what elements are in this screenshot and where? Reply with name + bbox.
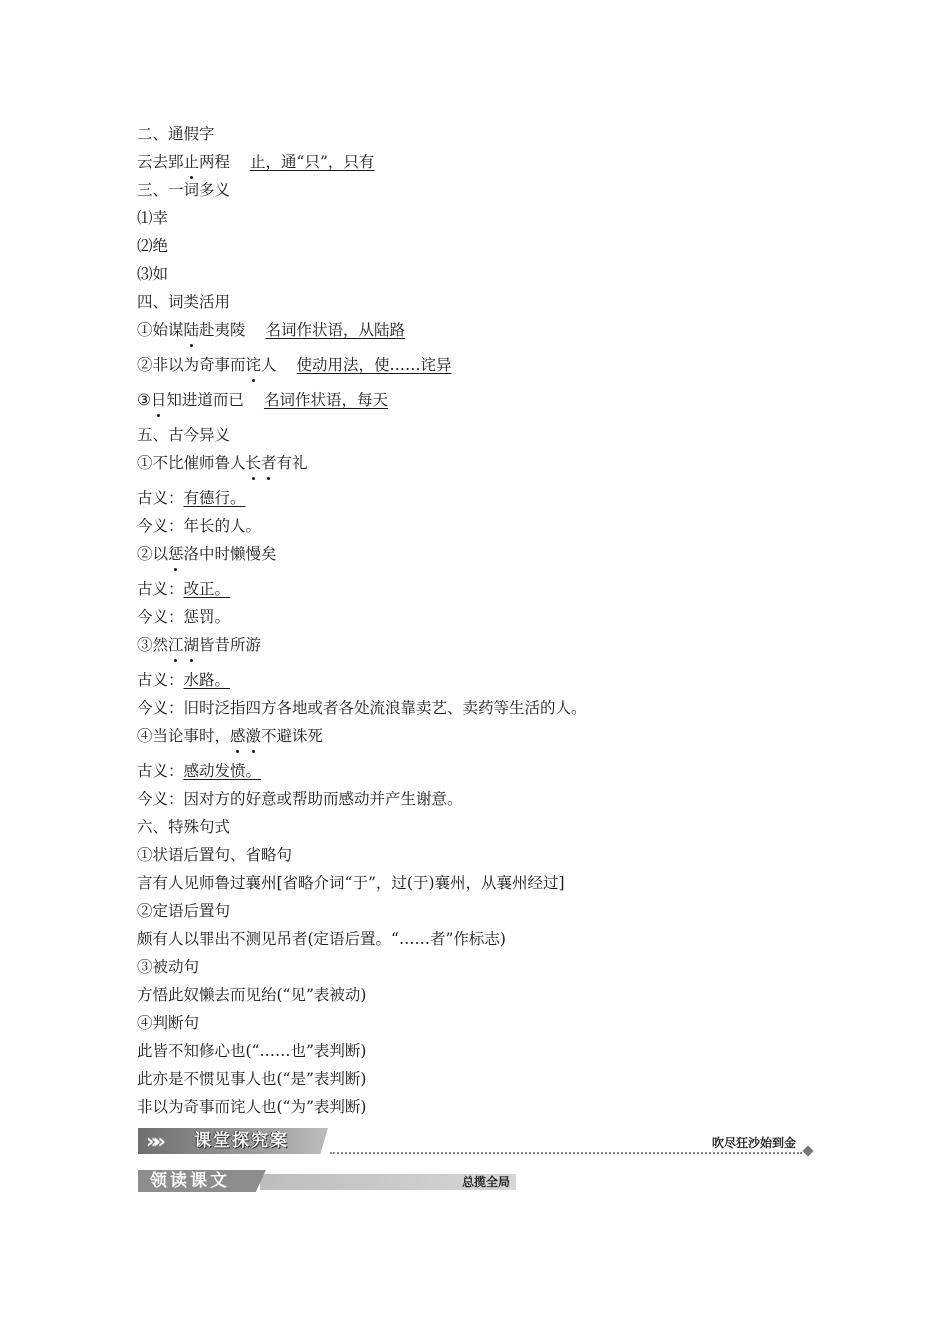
example-text: 云去郢	[137, 153, 184, 171]
dotted-divider	[330, 1152, 802, 1154]
label: 古义：	[137, 671, 184, 689]
example-text: 有礼	[276, 454, 308, 472]
example-line: 方悟此奴懒去而见绐(“见”表被动)	[137, 986, 367, 1004]
example-text: ②以	[137, 545, 169, 563]
new-meaning-line: 今义：年长的人。	[137, 517, 262, 535]
label: 古义：	[137, 489, 184, 507]
example-line	[137, 351, 817, 386]
double-chevron-icon: »»	[146, 1129, 160, 1153]
example-text: ①不比催师鲁人	[137, 454, 246, 472]
example-text: 人	[261, 356, 277, 374]
emphasis-char: 长	[246, 449, 262, 477]
example-line	[137, 449, 817, 484]
example-text: 知进道而已	[166, 391, 244, 409]
diamond-icon	[802, 1145, 813, 1156]
example-text: 两程	[199, 153, 231, 171]
emphasis-char: 止	[184, 148, 200, 176]
example-line: 颇有人以罪出不测见吊者(定语后置。“……者”作标志)	[137, 930, 506, 948]
banner-subtitle: 总揽全局	[461, 1175, 510, 1189]
example-text: ①始谋	[137, 321, 184, 339]
example-line: 此皆不知修心也(“……也”表判断)	[137, 1042, 367, 1060]
section-heading: 三、一词多义	[137, 181, 231, 199]
example-text: ②非以为奇事而	[137, 356, 246, 374]
example-text: ③	[137, 391, 151, 409]
list-item: ①状语后置句、省略句	[137, 846, 293, 864]
new-meaning-line: 今义：惩罚。	[137, 608, 231, 626]
label: 古义：	[137, 580, 184, 598]
list-item: ⑴幸	[137, 209, 169, 227]
emphasis-char: 诧	[246, 351, 262, 379]
banner-slogan: 吹尽狂沙始到金	[711, 1136, 796, 1150]
section-banner	[138, 1128, 814, 1156]
section-heading: 六、特殊句式	[137, 818, 231, 836]
section-heading: 二、通假字	[137, 125, 215, 143]
old-meaning-line	[137, 484, 817, 512]
list-item: ④判断句	[137, 1014, 200, 1032]
label: 古义：	[137, 762, 184, 780]
example-line: 此亦是不惯见事人也(“是”表判断)	[137, 1070, 367, 1088]
example-line	[137, 148, 817, 176]
answer-text: 感动发愤。	[183, 762, 262, 780]
list-item: ⑵绝	[137, 237, 169, 255]
emphasis-char: 江	[168, 631, 184, 659]
example-line	[137, 386, 817, 421]
example-text: ③然	[137, 636, 169, 654]
answer-text: 有德行。	[183, 489, 246, 507]
answer-text: 水路。	[183, 671, 231, 689]
new-meaning-line: 今义：因对方的好意或帮助而感动并产生谢意。	[137, 790, 463, 808]
emphasis-char: 日	[151, 386, 167, 414]
banner-title: 领读课文	[150, 1171, 230, 1191]
example-text: 洛中时懒慢矣	[183, 545, 277, 563]
emphasis-char: 惩	[168, 540, 184, 568]
answer-text: 使动用法，使……诧异	[296, 356, 452, 374]
example-text: 皆昔所游	[199, 636, 262, 654]
old-meaning-line	[137, 757, 817, 785]
document-body	[137, 120, 817, 1121]
list-item: ②定语后置句	[137, 902, 231, 920]
old-meaning-line	[137, 666, 817, 694]
example-text: ④当论事时，	[137, 727, 231, 745]
example-line	[137, 722, 817, 757]
section-heading: 四、词类活用	[137, 293, 231, 311]
subsection-banner	[138, 1170, 516, 1192]
answer-text: 名词作状语，每天	[263, 391, 388, 409]
old-meaning-line	[137, 575, 817, 603]
example-line	[137, 631, 817, 666]
example-line	[137, 540, 817, 575]
example-text: 赴夷陵	[199, 321, 246, 339]
emphasis-char: 感	[230, 722, 246, 750]
example-line	[137, 316, 817, 351]
example-line: 言有人见师鲁过襄州[省略介词“于”，过(于)襄州，从襄州经过]	[137, 874, 565, 892]
example-text: 不避诛死	[261, 727, 324, 745]
example-line: 非以为奇事而诧人也(“为”表判断)	[137, 1098, 367, 1116]
emphasis-char: 湖	[184, 631, 200, 659]
emphasis-char: 激	[246, 722, 262, 750]
answer-text: 止，通“只”，只有	[250, 153, 375, 171]
answer-text: 改正。	[183, 580, 231, 598]
new-meaning-line: 今义：旧时泛指四方各地或者各处流浪靠卖艺、卖药等生活的人。	[137, 699, 587, 717]
answer-text: 名词作状语，从陆路	[265, 321, 406, 339]
list-item: ⑶如	[137, 265, 169, 283]
emphasis-char: 者	[261, 449, 277, 477]
list-item: ③被动句	[137, 958, 200, 976]
banner-title: 课堂探究案	[194, 1131, 289, 1151]
emphasis-char: 陆	[184, 316, 200, 344]
section-heading: 五、古今异义	[137, 426, 231, 444]
